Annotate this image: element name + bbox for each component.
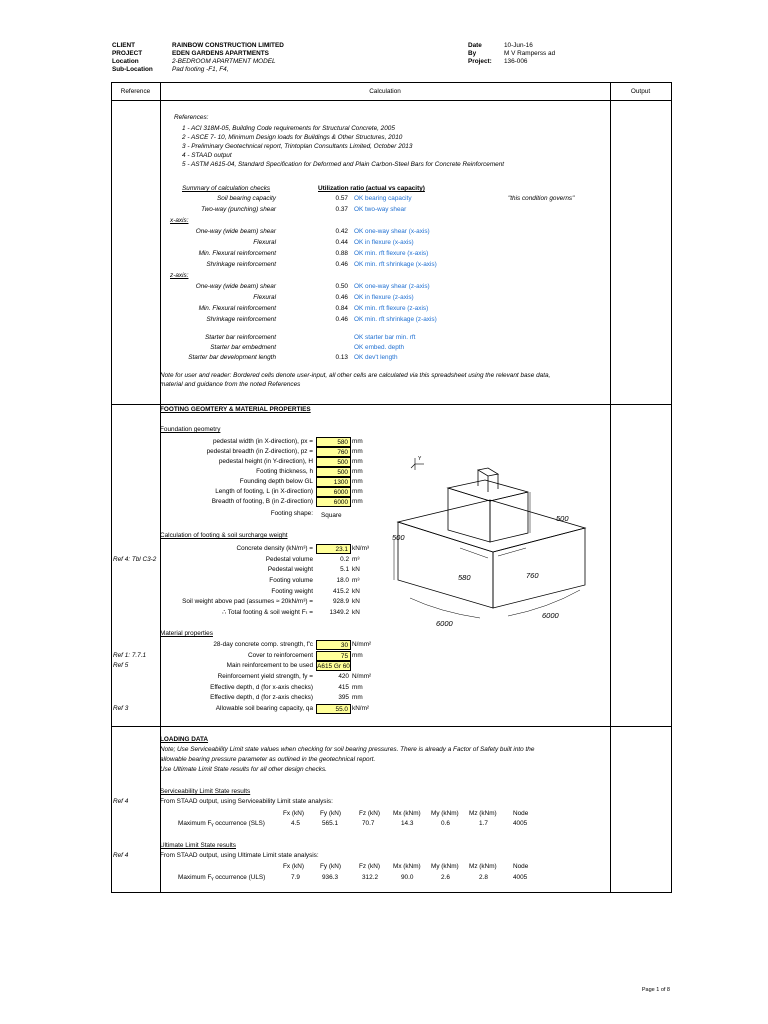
summary-label: One-way (wide beam) shear [195,228,276,235]
summary-heading: Summary of calculation checks [182,185,271,192]
header-label-project: PROJECT [112,50,143,57]
uls-value: 936.3 [322,874,338,881]
geometry-label: pedestal height (in Y-direction), H [218,458,313,465]
col-my: My (kNm) [431,863,459,870]
summary-status: OK in flexure (z-axis) [354,294,414,301]
reference-item: 5 - ASTM A615-04, Standard Specification for Deformed and Plain Carbon-Steel Bars for Concrete Reinforcement [182,161,505,168]
footing-breadth-input[interactable]: 6000 [316,497,351,507]
surcharge-value: 415.2 [333,588,349,595]
geometry-label: pedestal width (in X-direction), px = [213,438,313,445]
col-mz: Mz (kNm) [469,810,497,817]
header-by: M V Ramperss ad [504,50,556,57]
footing-side-face [493,528,585,608]
ratio-heading: Utilization ratio (actual vs capacity) [318,185,425,192]
dim-label: 500 [556,514,569,523]
summary-status: OK two-way shear [354,206,407,213]
summary-ratio: 0.46 [335,261,348,268]
summary-label: Min. Flexural reinforcement [198,305,276,312]
summary-status: OK min. rft shrinkage (z-axis) [354,316,437,323]
header-label-by: By [468,50,477,57]
col-node: Node [513,810,529,817]
col-fz: Fz (kN) [359,863,380,870]
header-label-client: CLIENT [112,42,136,49]
material-label: Effective depth, d (for z-axis checks) [210,694,313,701]
sls-value: 1.7 [479,820,488,827]
unit: mm [352,694,363,701]
uls-value: 2.8 [479,874,488,881]
unit: mm [352,438,363,445]
summary-label: Shrinkage reinforcement [206,261,276,268]
ref-label: Ref 3 [113,705,129,712]
unit: N/mm² [352,673,372,680]
summary-label: Two-way (punching) shear [201,206,276,213]
summary-status: OK starter bar min. rft [354,334,416,341]
sls-value: 0.6 [441,820,450,827]
sls-row-label: Maximum Fᵧ occurrence (SLS) [178,820,265,827]
sls-value: 70.7 [362,820,375,827]
summary-ratio: 0.37 [335,206,348,213]
summary-label: Starter bar reinforcement [204,334,276,341]
user-note: material and guidance from the noted References [160,381,301,388]
summary-ratio: 0.57 [335,195,348,202]
summary-label: Flexural [253,239,276,246]
summary-ratio: 0.13 [335,354,348,361]
ref-label: Ref 5 [113,662,129,669]
loading-note: Use Ultimate Limit State results for all other design checks. [160,766,327,773]
dim-label: 6000 [436,619,453,628]
references-title: References: [174,114,209,121]
footing-length-input[interactable]: 6000 [316,487,351,497]
surcharge-value: 928.9 [333,598,349,605]
main-reinforcement-input[interactable]: A615 Gr 60 [317,663,350,670]
reference-item: 3 - Preliminary Geotechnical report, Trintoplan Consultants Limited, October 2013 [182,143,413,150]
uls-value: 90.0 [401,874,414,881]
reference-item: 1 - ACI 318M-05, Building Code requirements for Structural Concrete, 2005 [182,125,395,132]
loading-title: LOADING DATA [160,736,209,743]
dim-label: 6000 [542,611,559,620]
loading-note: Note; Use Serviceability Limit state values when checking for soil bearing pressures. There is already a Factor of Safety built into the [160,746,535,753]
unit: mm [352,488,363,495]
surcharge-value: 1349.2 [329,609,349,616]
summary-label: Starter bar development length [188,354,276,361]
summary-ratio: 0.44 [335,239,348,246]
header-label-date: Date [468,42,482,49]
z-axis-heading: z-axis: [170,272,189,279]
sls-value: 565.1 [322,820,338,827]
material-label: Effective depth, d (for x-axis checks) [210,684,313,691]
user-note: Note for user and reader: Bordered cells denote user-input, all other cells are calculated via this spreadsheet using the relevant base data, [160,372,551,379]
summary-ratio: 0.42 [335,228,348,235]
summary-label: One-way (wide beam) shear [195,283,276,290]
summary-ratio: 0.46 [335,316,348,323]
surcharge-label: Concrete density (kN/m³) = [236,545,313,552]
sls-value: 14.3 [401,820,414,827]
summary-label: Soil bearing capacity [217,195,276,202]
axis-label: Y [418,456,422,462]
header-sublocation: Pad footing -F1, F4, [172,66,229,73]
pedestal-height-input[interactable]: 500 [316,457,351,467]
founding-depth-input[interactable]: 1300 [316,477,351,487]
uls-row-label: Maximum Fᵧ occurrence (ULS) [178,874,266,881]
header-label-location: Location [112,58,139,65]
unit: kN [352,566,360,573]
summary-ratio: 0.50 [335,283,348,290]
summary-label: Shrinkage reinforcement [206,316,276,323]
summary-status: OK bearing capacity [354,195,412,202]
pedestal-breadth-input[interactable]: 760 [316,447,351,457]
pedestal-front-face [448,488,490,542]
unit: mm [352,498,363,505]
header-label-projectno: Project: [468,58,492,65]
geometry-label: Founding depth below GL [239,478,313,485]
surcharge-title: Calculation of footing & soil surcharge weight [160,532,288,539]
surcharge-value: 18.0 [336,577,349,584]
material-label: 28-day concrete comp. strength, f'c [213,641,313,648]
unit: kN [352,598,360,605]
geometry-section-title: FOOTING GEOMTERY & MATERIAL PROPERTIES [160,406,311,413]
header-client: RAINBOW CONSTRUCTION LIMITED [172,42,284,49]
col-header-reference: Reference [120,88,151,95]
loading-note: allowable bearing pressure parameter as outlined in the geotechnical report. [160,756,376,763]
material-label: Main reinforcement to be used [226,662,313,669]
col-header-calculation: Calculation [369,88,401,95]
unit: kN/m² [352,705,370,712]
header-date: 10-Jun-16 [504,42,533,49]
reference-item: 4 - STAAD output [182,152,232,159]
col-mz: Mz (kNm) [469,863,497,870]
summary-status: OK one-way shear (z-axis) [354,283,430,290]
uls-value: 2.6 [441,874,450,881]
unit: m³ [352,556,360,563]
unit: mm [352,468,363,475]
footing-front-face [398,522,493,608]
col-fy: Fy (kN) [320,810,341,817]
uls-value: 312.2 [362,874,378,881]
col-my: My (kNm) [431,810,459,817]
col-fy: Fy (kN) [320,863,341,870]
foundation-geometry-title: Foundation geometry [160,426,221,433]
footing-shape-label: Footing shape: [270,510,313,517]
concrete-strength-input[interactable]: 30 [316,640,351,650]
unit: kN [352,588,360,595]
concrete-density-input[interactable]: 23.1 [316,544,351,554]
geometry-label: Footing thickness, h [256,468,313,475]
summary-status: OK min. rft flexure (x-axis) [354,250,429,257]
geometry-label: Breadth of footing, B (in Z-direction) [211,498,313,505]
dim-label: 500 [392,533,405,542]
surcharge-label: ∴ Total footing & soil weight Fₜ = [222,609,313,616]
unit: mm [352,652,363,659]
summary-label: Flexural [253,294,276,301]
ref-label: Ref 4 [113,798,129,805]
surcharge-label: Footing volume [269,577,313,584]
uls-source: From STAAD output, using Ultimate Limit state analysis: [160,852,319,859]
summary-status: OK in flexure (x-axis) [354,239,414,246]
x-axis-heading: x-axis: [170,217,189,224]
reference-item: 2 - ASCE 7- 10, Minimum Design loads for Buildings & Other Structures, 2010 [182,134,403,141]
footing-shape-value: Square [321,512,342,519]
unit: kN/m³ [352,545,370,552]
page-number: Page 1 of 8 [641,987,670,993]
material-title: Material properties [160,630,213,637]
cover-input[interactable]: 75 [316,651,351,661]
col-fx: Fx (kN) [283,810,304,817]
sls-source: From STAAD output, using Serviceability Limit state analysis: [160,798,333,805]
material-value: 395 [338,694,349,701]
uls-title: Ultimate Limit State results [160,842,237,849]
col-mx: Mx (kNm) [393,863,421,870]
material-label: Reinforcement yield strength, fy = [217,673,313,680]
summary-ratio: 0.88 [335,250,348,257]
unit: m³ [352,577,360,584]
summary-ratio: 0.46 [335,294,348,301]
surcharge-label: Pedestal weight [267,566,313,573]
header-location: 2-BEDROOM APARTMENT MODEL [172,58,276,65]
col-fx: Fx (kN) [283,863,304,870]
unit: mm [352,684,363,691]
col-fz: Fz (kN) [359,810,380,817]
summary-label: Min. Flexural reinforcement [198,250,276,257]
pedestal-width-input[interactable]: 580 [316,437,351,447]
geometry-label: pedestal breadth (in Z-direction), pz = [206,448,313,455]
material-label: Allowable soil bearing capacity, qa [215,705,313,712]
summary-ratio: 0.84 [335,305,348,312]
surcharge-label: Footing weight [271,588,313,595]
surcharge-label: Soil weight above pad (assumes ≈ 20kN/m³) = [182,598,313,605]
ref-label: Ref 4 [113,852,129,859]
sls-value: 4005 [513,820,528,827]
unit: mm [352,478,363,485]
unit: N/mm² [352,641,372,648]
summary-status: OK min. rft shrinkage (x-axis) [354,261,437,268]
sls-value: 4.5 [291,820,300,827]
pedestal-side-face [490,492,528,542]
governs-note: "this condition governs" [508,195,575,202]
surcharge-label: Pedestal volume [265,556,313,563]
bearing-capacity-input[interactable]: 55.0 [316,704,351,714]
uls-value: 7.9 [291,874,300,881]
geometry-label: Length of footing, L (in X-direction) [215,488,313,495]
header-project: EDEN GARDENS APARTMENTS [172,50,269,57]
material-value: 420 [338,673,349,680]
material-value: 415 [338,684,349,691]
dim-label: 760 [526,571,539,580]
unit: kN [352,609,360,616]
surcharge-value: 5.1 [340,566,349,573]
summary-status: OK embed. depth [354,344,405,351]
footing-thickness-input[interactable]: 500 [316,467,351,477]
summary-status: OK min. rft flexure (z-axis) [354,305,429,312]
col-mx: Mx (kNm) [393,810,421,817]
material-label: Cover to reinforcement [248,652,313,659]
ref-label: Ref 1: 7.7.1 [113,652,147,659]
summary-status: OK dev't length [354,354,398,361]
header-label-sublocation: Sub-Location [112,66,153,73]
col-node: Node [513,863,529,870]
header-projectno: 136-006 [504,58,528,65]
col-header-output: Output [630,88,651,95]
summary-label: Starter bar embedment [210,344,276,351]
footing-diagram [380,430,608,630]
summary-status: OK one-way shear (x-axis) [354,228,430,235]
footing-top-face [398,500,585,552]
unit: mm [352,458,363,465]
uls-value: 4005 [513,874,528,881]
surcharge-value: 0.2 [340,556,349,563]
sls-title: Serviceability Limit State results [160,788,251,795]
unit: mm [352,448,363,455]
dim-label: 580 [458,573,471,582]
ref-label: Ref 4: Tbl C3-2 [113,556,157,563]
